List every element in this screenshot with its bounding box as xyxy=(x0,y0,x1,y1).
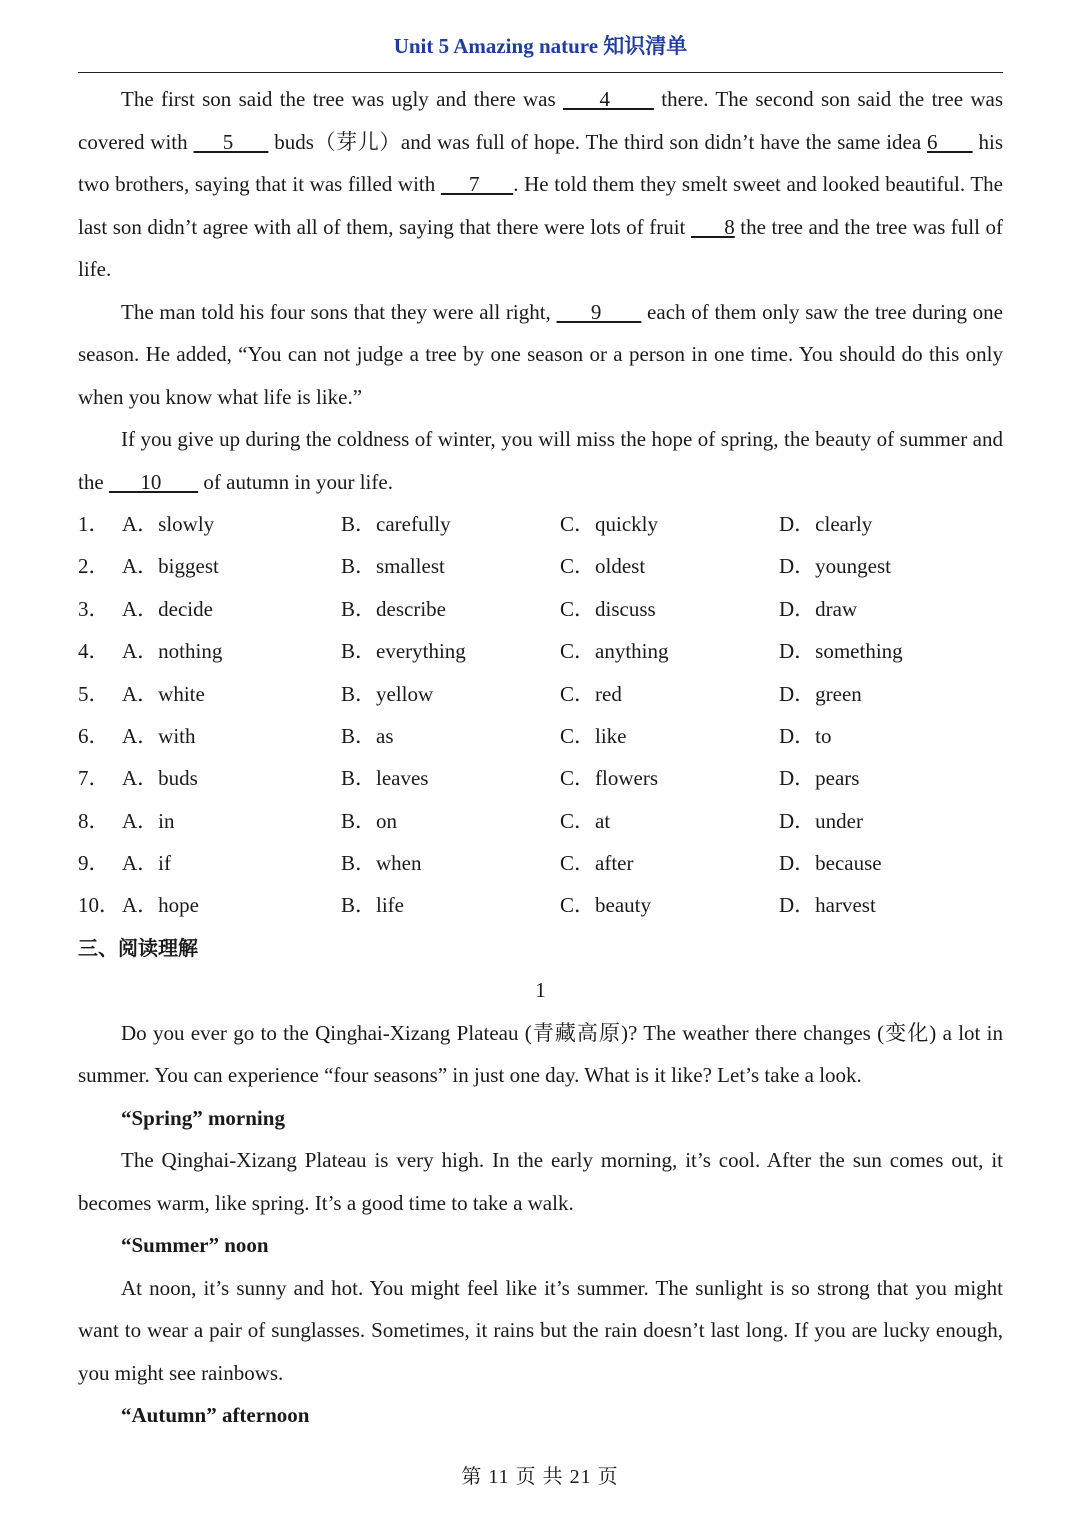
section-title: 三、阅读理解 xyxy=(78,935,198,960)
option-row: 4． A．nothing B．everything C．anything D．something xyxy=(78,639,903,664)
page-header-title: Unit 5 Amazing nature 知识清单 xyxy=(393,34,688,58)
option-row: 6． A．with B．as C．like D．to xyxy=(78,723,832,748)
reading-paragraph-spring: The Qinghai-Xizang Plateau is very high. In the early morning, it’s cool. After the sun comes out, it becomes warm, like spring. It’s a good time to take a walk. xyxy=(78,1148,1003,1215)
passage-number: 1 xyxy=(535,978,546,1003)
cloze-paragraph-3: If you give up during the coldness of winter, you will miss the hope of spring, the beauty of summer and the 10 of autumn in your life. xyxy=(78,427,1003,494)
reading-intro: Do you ever go to the Qinghai-Xizang Plateau (青藏高原)? The weather there changes (变化) a lot in summer. You can experience “four seasons” in just one day. What is it like? Let’s take a look. xyxy=(78,1020,1003,1088)
option-row: 9． A．if B．when C．after D．because xyxy=(78,851,882,876)
cloze-paragraph-1: The first son said the tree was ugly and there was 4 there. The second son said the tree was covered with 5 buds（芽儿）and was full of hope. The third son didn’t have the same idea 6 his two brothers, saying that it was filled with 7 . He told them they smelt sweet and looked beautiful. The last son didn’t agree with all of them, saying that there were lots of fruit 8 the tree and the tree was full of life. xyxy=(78,87,1004,281)
options-list xyxy=(78,503,1003,927)
option-row: 5． A．white B．yellow C．red D．green xyxy=(78,681,862,706)
subheading-spring: “Spring” morning xyxy=(121,1105,285,1130)
option-row: 8． A．in B．on C．at D．under xyxy=(78,808,863,833)
blank-10: 10 xyxy=(108,469,199,494)
blank-8: 8 xyxy=(690,214,735,239)
blank-5: 5 xyxy=(193,129,269,154)
option-row: 2． A．biggest B．smallest C．oldest D．youngest xyxy=(78,554,891,579)
subheading-summer: “Summer” noon xyxy=(121,1233,269,1258)
subheading-autumn: “Autumn” afternoon xyxy=(121,1403,310,1428)
option-row: 7． A．buds B．leaves C．flowers D．pears xyxy=(78,766,860,791)
cloze-paragraph-2: The man told his four sons that they were all right, 9 each of them only saw the tree during one season. He added, “You can not judge a tree by one season or a person in one time. You should do this only when you know what life is like.” xyxy=(78,299,1003,409)
blank-7: 7 xyxy=(440,172,514,196)
blank-9: 9 xyxy=(556,299,642,324)
header-divider xyxy=(78,72,1003,73)
option-row: 3． A．decide B．describe C．discuss D．draw xyxy=(78,596,858,621)
reading-paragraph-summer: At noon, it’s sunny and hot. You might feel like it’s summer. The sunlight is so strong that you might want to wear a pair of sunglasses. Sometimes, it rains but the rain doesn’t last long. If you are lucky enough, you might see rainbows. xyxy=(78,1275,1003,1385)
document-body xyxy=(78,78,1003,1437)
blank-4: 4 xyxy=(562,87,654,111)
option-row: 1． A．slowly B．carefully C．quickly D．clearly xyxy=(78,511,873,536)
option-row: 10． A．hope B．life C．beauty D．harvest xyxy=(78,893,876,918)
page-number: 第 11 页 共 21 页 xyxy=(461,1466,619,1488)
blank-6: 6 xyxy=(927,129,973,154)
